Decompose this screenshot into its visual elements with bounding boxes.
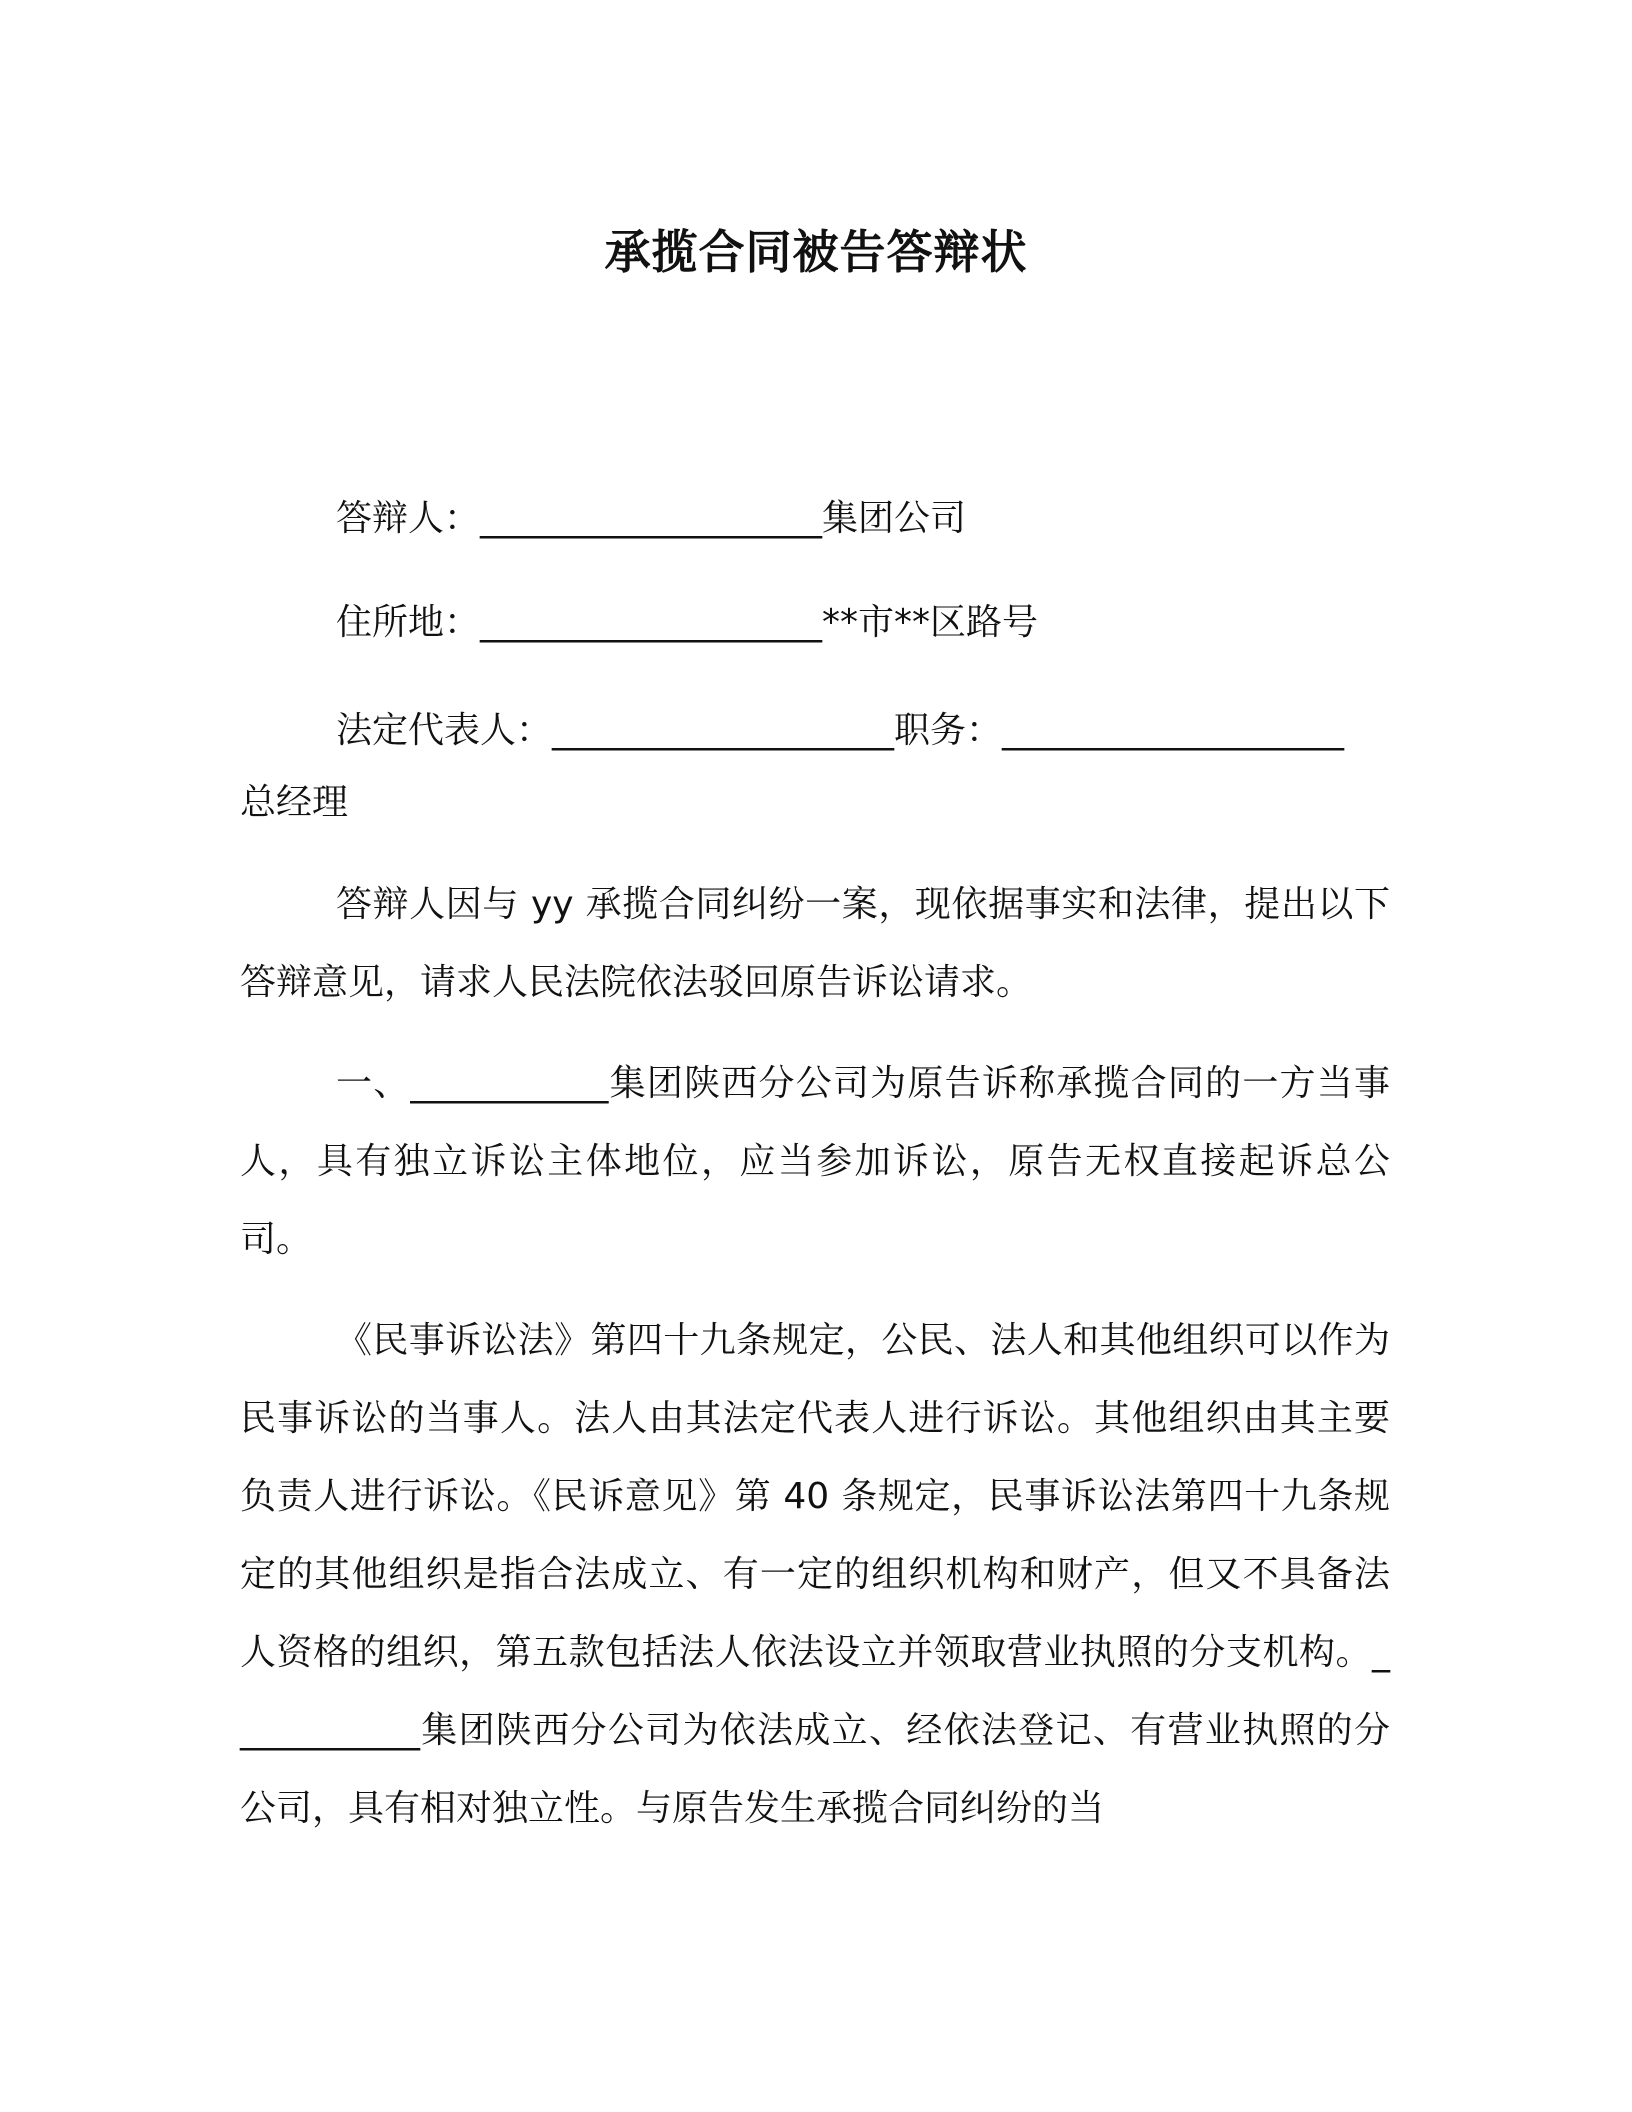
document-title: 承揽合同被告答辩状 bbox=[604, 225, 1028, 279]
respondent-line: 答辩人：___________________集团公司 bbox=[336, 498, 967, 539]
point-one-paragraph: 一、___________集团陕西分公司为原告诉称承揽合同的一方当事人，具有独立诉讼主体地位，应当参加诉讼，原告无权直接起诉总公司。 bbox=[240, 1063, 1390, 1260]
intro-paragraph: 答辩人因与 yy 承揽合同纠纷一案，现依据事实和法律，提出以下答辩意见，请求人民法院依法驳回原告诉讼请求。 bbox=[240, 884, 1390, 1003]
legal-representative-position: 总经理 bbox=[240, 782, 349, 823]
address-line: 住所地：___________________**市**区路号 bbox=[336, 602, 1039, 643]
legal-representative-line: 法定代表人：___________________职务：___________________ bbox=[336, 710, 1345, 751]
legal-basis-paragraph: 《民事诉讼法》第四十九条规定，公民、法人和其他组织可以作为民事诉讼的当事人。法人由其法定代表人进行诉讼。其他组织由其主要负责人进行诉讼。《民诉意见》第 40 条规定，民事诉讼法第四十九条规定的其他组织是指合法成立、有一定的组织机构和财产，但又不具备法人资格的组织，第五款包括法人依法设立并领取营业执照的分支机构。___________集团陕西分公司为依法成立、经依法登记、有营业执照的分公司，具有相对独立性。与原告发生承揽合同纠纷的当 bbox=[240, 1320, 1390, 1829]
